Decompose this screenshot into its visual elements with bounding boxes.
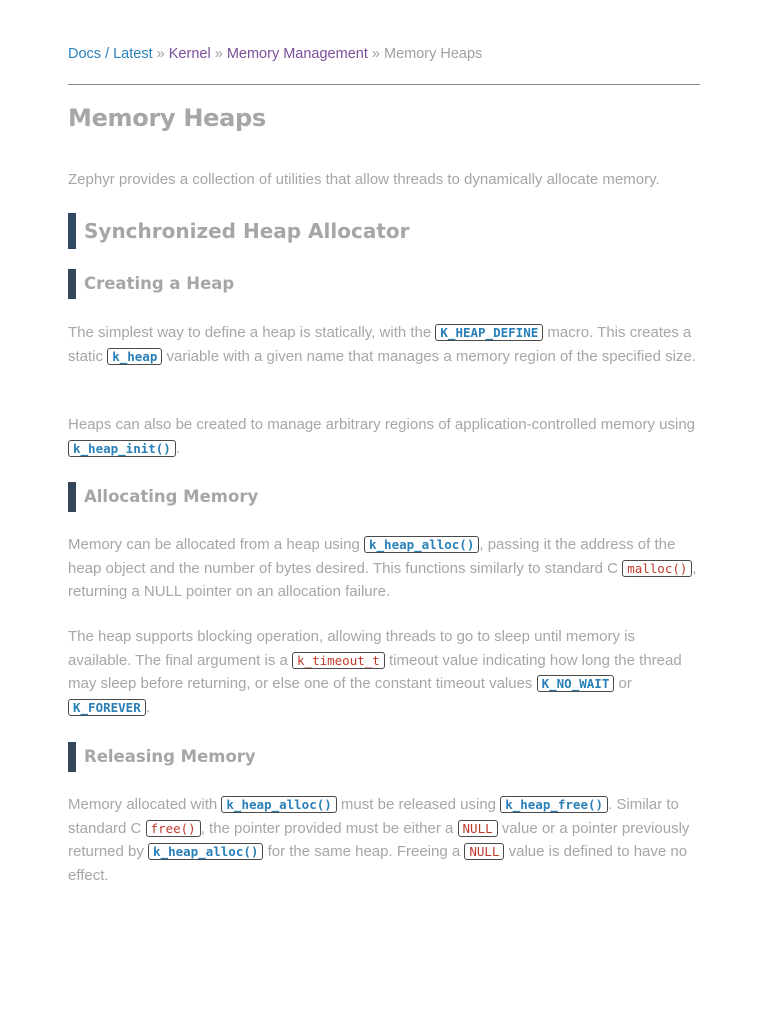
text-run: The simplest way to define a heap is statically, with the	[68, 324, 436, 341]
breadcrumb-docs-link[interactable]: Docs / Latest	[68, 46, 153, 62]
text-run: value is defined to have no effect.	[68, 843, 688, 884]
code-malloc: malloc()	[622, 560, 692, 577]
page-title: Memory Heaps	[68, 104, 266, 132]
code-k-heap-define-link[interactable]: K_HEAP_DEFINE	[435, 324, 543, 341]
code-null: NULL	[464, 843, 504, 860]
breadcrumb-separator: »	[214, 46, 223, 62]
subsection-heading-allocating	[68, 482, 258, 512]
breadcrumb-separator: »	[156, 46, 165, 62]
text-run: Heaps can also be created to manage arbitrary regions of application-controlled memory using	[68, 416, 696, 433]
text-run: for the same heap. Freeing a	[263, 843, 465, 860]
breadcrumb-memory-management-link[interactable]: Memory Management	[226, 46, 368, 62]
text-run: value or a pointer previously returned by	[68, 819, 690, 860]
code-k-heap-free-link[interactable]: k_heap_free()	[500, 796, 608, 813]
code-k-heap-init-link[interactable]: k_heap_init()	[68, 440, 176, 457]
subsection-heading-text: Creating a Heap	[84, 274, 235, 293]
section-heading-synchronized-heap	[68, 213, 409, 249]
creating-paragraph-2	[68, 413, 700, 460]
subsection-heading-text: Releasing Memory	[84, 747, 256, 766]
releasing-paragraph-1	[68, 793, 700, 887]
header-divider	[68, 84, 700, 85]
code-free: free()	[146, 820, 201, 837]
allocating-paragraph-1	[68, 533, 700, 604]
breadcrumb-separator: »	[371, 46, 380, 62]
allocating-paragraph-2	[68, 625, 700, 719]
text-run: variable with a given name that manages a memory region of the specified size.	[162, 347, 696, 365]
text-run: , returning a NULL pointer on an allocation failure.	[68, 559, 697, 600]
text-run: .	[175, 439, 181, 457]
heading-accent-bar	[68, 213, 76, 249]
intro-paragraph: Zephyr provides a collection of utilities that allow threads to dynamically allocate memory.	[68, 171, 660, 188]
text-run: .	[145, 698, 150, 716]
text-run: Memory can be allocated from a heap using	[68, 536, 364, 553]
text-run: or	[614, 675, 632, 692]
text-run: , the pointer provided must be either a	[200, 819, 458, 837]
subsection-heading-text: Allocating Memory	[84, 487, 259, 506]
section-heading-text: Synchronized Heap Allocator	[84, 219, 410, 243]
code-k-heap-alloc-link[interactable]: k_heap_alloc()	[221, 796, 336, 813]
subsection-heading-releasing	[68, 742, 256, 772]
subsection-heading-creating	[68, 269, 234, 299]
breadcrumb	[68, 45, 700, 63]
heading-accent-bar	[68, 482, 76, 512]
creating-paragraph-1	[68, 321, 700, 368]
heading-accent-bar	[68, 269, 76, 299]
text-run: The heap supports blocking operation, allowing threads to go to sleep until memory is available. The final argument is a	[68, 628, 635, 669]
code-k-forever-link[interactable]: K_FOREVER	[68, 699, 146, 716]
breadcrumb-current: Memory Heaps	[384, 46, 483, 62]
text-run: must be released using	[336, 796, 501, 813]
text-run: macro. This creates a static	[68, 324, 692, 365]
breadcrumb-kernel-link[interactable]: Kernel	[168, 46, 211, 62]
code-k-heap-alloc-link[interactable]: k_heap_alloc()	[148, 843, 263, 860]
code-k-no-wait-link[interactable]: K_NO_WAIT	[537, 675, 615, 692]
text-run: Memory allocated with	[68, 796, 222, 813]
code-k-heap-link[interactable]: k_heap	[107, 348, 162, 365]
code-null: NULL	[458, 820, 498, 837]
heading-accent-bar	[68, 742, 76, 772]
text-run: . Similar to standard C	[68, 796, 679, 837]
code-k-heap-alloc-link[interactable]: k_heap_alloc()	[364, 536, 479, 553]
text-run: timeout value indicating how long the thread may sleep before returning, or else one of the constant timeout values	[68, 651, 682, 692]
code-k-timeout-t: k_timeout_t	[292, 652, 385, 669]
text-run: , passing it the address of the heap object and the number of bytes desired. This functions similarly to standard C	[68, 536, 676, 577]
